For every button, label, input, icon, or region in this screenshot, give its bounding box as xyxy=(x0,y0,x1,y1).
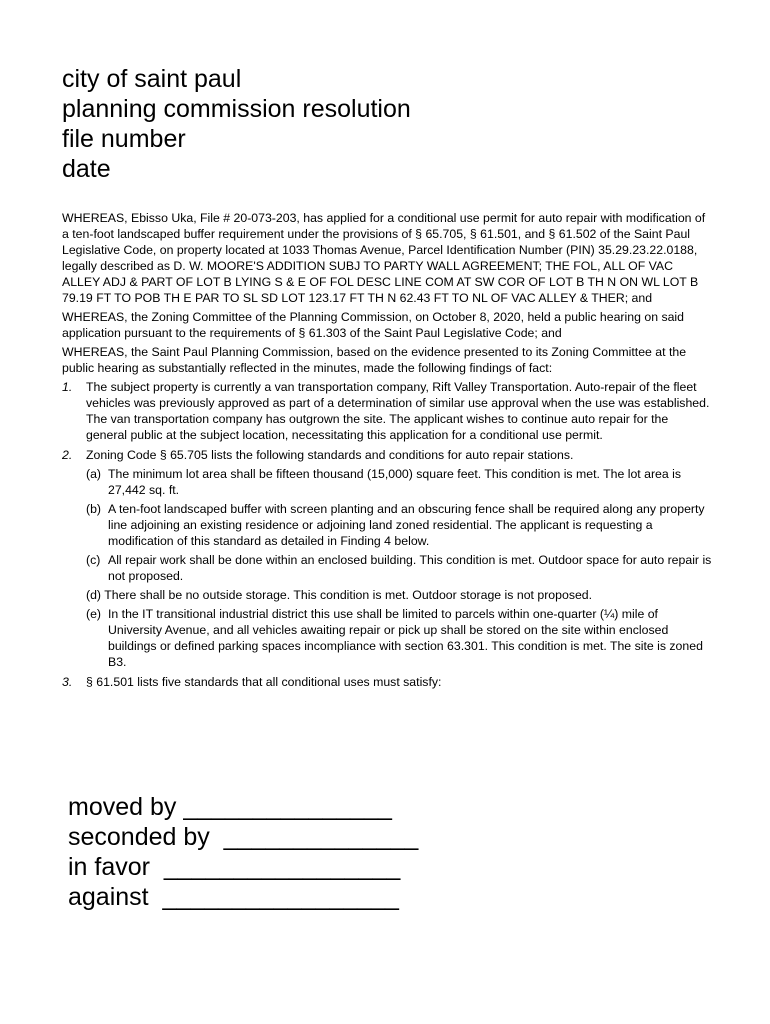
finding-3 xyxy=(62,674,712,690)
finding-text: § 61.501 lists five standards that all conditional uses must satisfy: xyxy=(86,675,442,689)
whereas-paragraph-3: WHEREAS, the Saint Paul Planning Commission, based on the evidence presented to its Zoning Committee at the public hearing as substantially reflected in the minutes, made the following findings of fact: xyxy=(62,345,687,375)
header-date: date xyxy=(62,155,111,183)
header-file-number: file number xyxy=(62,125,186,153)
finding-text: The subject property is currently a van transportation company, Rift Valley Transportation. Auto-repair of the fleet vehicles was previously approved as part of a determination of similar use approval when the use was established. The van transportation company has outgrown the site. The applicant wishes to continue auto repair for the general public at the subject location, necessitating this application for a conditional use permit. xyxy=(86,380,710,442)
condition-label: (c) xyxy=(86,553,101,567)
condition-a xyxy=(86,466,712,498)
finding-number: 2. xyxy=(62,448,73,462)
condition-text: A ten-foot landscaped buffer with screen planting and an obscuring fence shall be required along any property line adjoining an existing residence or adjoining land zoned residential. The applicant is requesting a modification of this standard as detailed in Finding 4 below. xyxy=(108,502,705,548)
finding-number: 1. xyxy=(62,380,73,394)
condition-text: The minimum lot area shall be fifteen thousand (15,000) square feet. This condition is met. The lot area is 27,442 sq. ft. xyxy=(108,467,682,497)
resolution-body xyxy=(62,210,712,694)
finding-1 xyxy=(62,379,712,443)
against-line: against _________________ xyxy=(68,883,399,911)
condition-d xyxy=(86,587,712,603)
in-favor-line: in favor _________________ xyxy=(68,853,401,881)
whereas-paragraph-1: WHEREAS, Ebisso Uka, File # 20-073-203, has applied for a conditional use permit for auto repair with modification of a ten-foot landscaped buffer requirement under the provisions of § 65.705, § 61.501, and § 61.502 of the Saint Paul Legislative Code, on property located at 1033 Thomas Avenue, Parcel Identification Number (PIN) 35.29.23.22.0188, legally described as D. W. MOORE'S ADDITION SUBJ TO PARTY WALL AGREEMENT; THE FOL, ALL OF VAC ALLEY ADJ & PART OF LOT B LYING S & E OF FOL DESC LINE COM AT SW COR OF LOT B TH N ON WL LOT B 79.19 FT TO POB TH E PAR TO SL SD LOT 123.17 FT TH N 62.43 FT TO NL OF VAC ALLEY & THER; and xyxy=(62,211,706,305)
condition-label: (a) xyxy=(86,467,102,481)
document-header xyxy=(62,64,411,184)
condition-c xyxy=(86,552,712,584)
finding-number: 3. xyxy=(62,675,73,689)
whereas-paragraph-2: WHEREAS, the Zoning Committee of the Planning Commission, on October 8, 2020, held a public hearing on said application pursuant to the requirements of § 61.303 of the Saint Paul Legislative Code; and xyxy=(62,310,685,340)
condition-text: In the IT transitional industrial district this use shall be limited to parcels within one-quarter (¼) mile of University Avenue, and all vehicles awaiting repair or pick up shall be stored on the site within enclosed buildings or defined parking spaces incompliance with section 63.301. This condition is met. The site is zoned B3. xyxy=(108,607,703,669)
condition-b xyxy=(86,501,712,549)
finding-2 xyxy=(62,447,712,670)
condition-text: There shall be no outside storage. This condition is met. Outdoor storage is not proposed. xyxy=(104,588,593,602)
moved-by-line: moved by _______________ xyxy=(68,793,392,821)
finding-text: Zoning Code § 65.705 lists the following standards and conditions for auto repair stations. xyxy=(86,448,574,462)
condition-label: (e) xyxy=(86,607,102,621)
seconded-by-line: seconded by ______________ xyxy=(68,823,419,851)
vote-block xyxy=(68,792,418,912)
condition-text: All repair work shall be done within an enclosed building. This condition is met. Outdoor space for auto repair is not proposed. xyxy=(108,553,712,583)
condition-label: (b) xyxy=(86,502,102,516)
header-city: city of saint paul xyxy=(62,65,242,93)
header-resolution: planning commission resolution xyxy=(62,95,411,123)
condition-label: (d) xyxy=(86,588,102,602)
condition-e xyxy=(86,606,712,670)
